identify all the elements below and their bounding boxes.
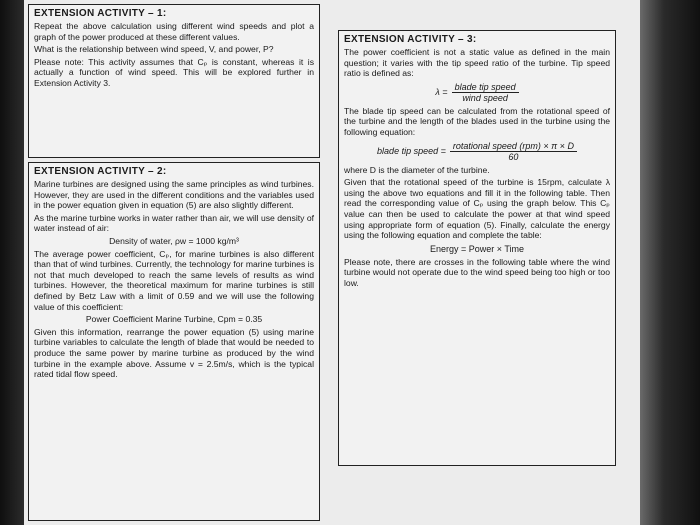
- blade-tip-speed-formula: [344, 141, 610, 162]
- photo-edge-right: [640, 0, 700, 525]
- activity-3-paragraph-3: where D is the diameter of the turbine.: [344, 164, 490, 175]
- activity-1-title: EXTENSION ACTIVITY – 1:: [34, 8, 167, 19]
- tsr-numerator: blade tip speed: [452, 82, 519, 93]
- activity-2-paragraph-2: As the marine turbine works in water rather than air, we will use density of water instead of air:: [34, 212, 314, 234]
- activity-3-title: EXTENSION ACTIVITY – 3:: [344, 34, 477, 45]
- bts-lhs: blade tip speed =: [377, 146, 446, 157]
- activity-2-paragraph-1: Marine turbines are designed using the same principles as wind turbines. However, they are used in the different conditions and the variables used in the power equation given in equation (5) are also slightly different.: [34, 179, 314, 211]
- extension-activity-3-box: [338, 30, 616, 466]
- marine-power-coefficient: Power Coefficient Marine Turbine, Cpm = 0.35: [85, 314, 263, 325]
- tsr-denominator: wind speed: [462, 92, 508, 103]
- activity-1-paragraph-2: What is the relationship between wind speed, V, and power, P?: [34, 44, 274, 55]
- extension-activity-1-box: [28, 4, 320, 158]
- activity-2-paragraph-4: Given this information, rearrange the power equation (5) using marine turbine variables to calculate the length of blade that would be needed to produce the same power by marine turbine as produced by the wind turbine in the example above. Assume v = 2.5m/s, which is the typical rated tidal flow speed.: [34, 326, 314, 380]
- activity-3-paragraph-2: The blade tip speed can be calculated from the rotational speed of the turbine and the length of the blades used in the turbine using the following equation:: [344, 105, 610, 137]
- activity-2-title: EXTENSION ACTIVITY – 2:: [34, 166, 167, 177]
- activity-3-paragraph-4: Given that the rotational speed of the turbine is 15rpm, calculate λ using the above two equations and fill it in the following table. Then read the corresponding value of Cₚ using the graph below. This Cₚ value can then be used to calculate the power at that wind speed using appropriate form of equation (5). Finally, calculate the energy using the following equation and complete the table:: [344, 177, 610, 241]
- bts-fraction: [450, 141, 577, 162]
- density-of-water: Density of water, ρw = 1000 kg/m³: [109, 235, 239, 246]
- activity-2-paragraph-3: The average power coefficient, Cₚ, for marine turbines is also different than that of wind turbines. Currently, the technology for marine turbines is not that much developed to reach the same levels of results as wind turbines. However, the theoretical maximum for marine turbines is still defined by Betz Law with a limit of 0.59 and we will use the following value of this coefficient:: [34, 248, 314, 312]
- activity-1-paragraph-1: Repeat the above calculation using different wind speeds and plot a graph of the power produced at these different values.: [34, 21, 314, 42]
- bts-denominator: 60: [508, 151, 519, 162]
- activity-1-paragraph-3: Please note: This activity assumes that Cₚ is constant, whereas it is actually a function of wind speed. This will be explored further in Extension Activity 3.: [34, 56, 314, 88]
- tip-speed-ratio-formula: [344, 82, 610, 103]
- tsr-lhs: λ =: [435, 87, 448, 98]
- activity-3-paragraph-5: Please note, there are crosses in the following table where the wind turbine would not operate due to the wind speed being too high or too low.: [344, 256, 610, 288]
- energy-equation: Energy = Power × Time: [429, 243, 525, 254]
- tsr-fraction: [452, 82, 519, 103]
- bts-numerator: rotational speed (rpm) × π × D: [450, 141, 577, 152]
- extension-activity-2-box: [28, 162, 320, 521]
- activity-3-paragraph-1: The power coefficient is not a static value as defined in the main question; it varies with the tip speed ratio of the turbine. Tip speed ratio is defined as:: [344, 47, 610, 79]
